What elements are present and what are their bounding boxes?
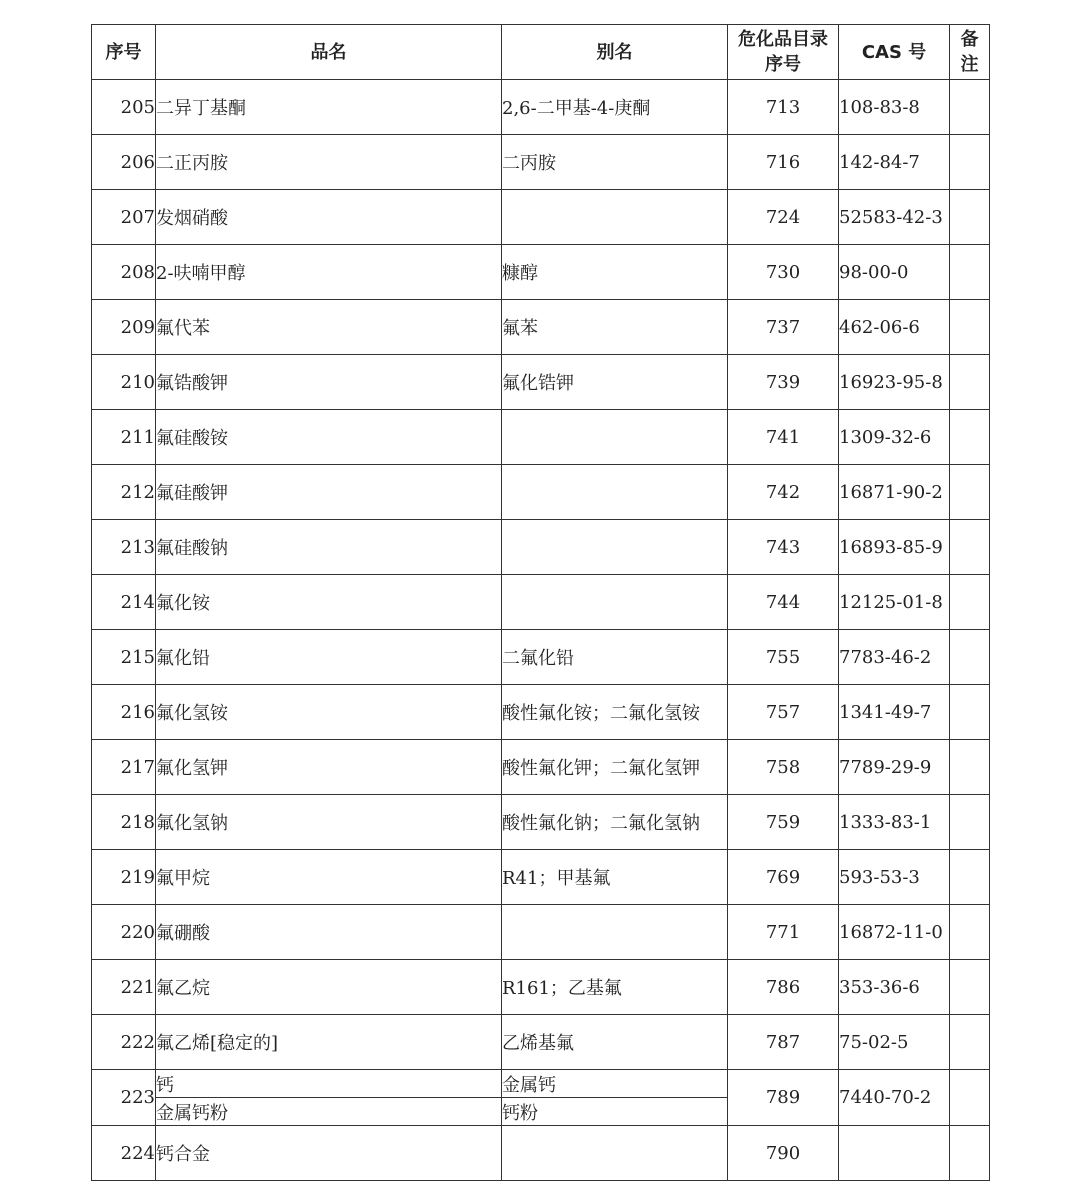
cell-name: 发烟硝酸 [156,190,502,245]
cell-cas: 16871-90-2 [839,465,950,520]
cell-cas: 12125-01-8 [839,575,950,630]
table-row [92,685,990,740]
cell-cas [839,1126,950,1181]
cell-name: 二正丙胺 [156,135,502,190]
cell-cas: 1341-49-7 [839,685,950,740]
cell-catalog: 730 [728,245,839,300]
cell-alias [502,520,728,575]
header-catalog-line2: 序号 [765,54,801,75]
table-row [92,850,990,905]
cell-name: 氟代苯 [156,300,502,355]
cell-catalog: 757 [728,685,839,740]
cell-name: 氟化氢钾 [156,740,502,795]
cell-seq: 211 [92,410,156,465]
cell-seq: 212 [92,465,156,520]
cell-alias: 糠醇 [502,245,728,300]
cell-cas: 1333-83-1 [839,795,950,850]
cell-note [950,190,990,245]
cell-seq: 223 [92,1070,156,1126]
header-cas: CAS 号 [839,25,950,80]
cell-cas: 7789-29-9 [839,740,950,795]
cell-catalog: 742 [728,465,839,520]
cell-alias: 酸性氟化铵；二氟化氢铵 [502,685,728,740]
cell-note [950,80,990,135]
cell-cas: 52583-42-3 [839,190,950,245]
cell-cas: 1309-32-6 [839,410,950,465]
cell-alias: 2,6-二甲基-4-庚酮 [502,80,728,135]
cell-note [950,1126,990,1181]
cell-note [950,410,990,465]
cell-seq: 214 [92,575,156,630]
cell-catalog: 713 [728,80,839,135]
table-row [92,355,990,410]
table-row [92,795,990,850]
cell-cas: 75-02-5 [839,1015,950,1070]
cell-note [950,850,990,905]
cell-note [950,245,990,300]
cell-seq: 210 [92,355,156,410]
table-row [92,1126,990,1181]
cell-alias: 氟化锆钾 [502,355,728,410]
cell-seq: 206 [92,135,156,190]
cell-cas: 7440-70-2 [839,1070,950,1126]
cell-alias: 钙粉 [502,1098,728,1126]
cell-catalog: 716 [728,135,839,190]
cell-seq: 216 [92,685,156,740]
cell-alias: 二丙胺 [502,135,728,190]
cell-alias [502,1126,728,1181]
header-note-line2: 注 [960,54,979,75]
cell-note [950,740,990,795]
header-seq: 序号 [92,25,156,80]
cell-alias [502,575,728,630]
table-row [92,520,990,575]
cell-name: 氟甲烷 [156,850,502,905]
cell-name: 氟硼酸 [156,905,502,960]
cell-name: 氟化氢铵 [156,685,502,740]
cell-name: 金属钙粉 [156,1098,502,1126]
cell-alias: 二氟化铅 [502,630,728,685]
cell-note [950,300,990,355]
cell-cas: 98-00-0 [839,245,950,300]
cell-note [950,1015,990,1070]
header-note-line1: 备 [960,29,979,50]
cell-catalog: 755 [728,630,839,685]
cell-seq: 222 [92,1015,156,1070]
cell-note [950,905,990,960]
cell-cas: 142-84-7 [839,135,950,190]
table-row [92,575,990,630]
table-row [92,905,990,960]
cell-note [950,960,990,1015]
table-row [92,135,990,190]
cell-alias: 金属钙 [502,1070,728,1098]
table-row-split-top [92,1070,990,1098]
cell-seq: 208 [92,245,156,300]
cell-note [950,520,990,575]
cell-alias: R161；乙基氟 [502,960,728,1015]
cell-catalog: 771 [728,905,839,960]
cell-alias [502,190,728,245]
cell-cas: 16923-95-8 [839,355,950,410]
table-row [92,630,990,685]
cell-seq: 218 [92,795,156,850]
header-catalog-line1: 危化品目录 [738,29,828,50]
cell-alias [502,410,728,465]
cell-seq: 207 [92,190,156,245]
chemical-table [91,24,990,1181]
cell-alias: R41；甲基氟 [502,850,728,905]
cell-catalog: 737 [728,300,839,355]
cell-name: 氟硅酸钠 [156,520,502,575]
cell-name: 氟化铵 [156,575,502,630]
cell-alias [502,905,728,960]
cell-name: 氟硅酸铵 [156,410,502,465]
table-row [92,960,990,1015]
cell-name: 氟化氢钠 [156,795,502,850]
cell-name: 氟乙烯[稳定的] [156,1015,502,1070]
cell-catalog: 739 [728,355,839,410]
cell-name: 氟化铅 [156,630,502,685]
cell-name: 氟乙烷 [156,960,502,1015]
cell-alias: 氟苯 [502,300,728,355]
cell-catalog: 759 [728,795,839,850]
cell-name: 2-呋喃甲醇 [156,245,502,300]
cell-catalog: 743 [728,520,839,575]
header-alias: 别名 [502,25,728,80]
table-row [92,80,990,135]
cell-seq: 217 [92,740,156,795]
cell-seq: 224 [92,1126,156,1181]
cell-catalog: 758 [728,740,839,795]
cell-seq: 221 [92,960,156,1015]
cell-alias: 酸性氟化钠；二氟化氢钠 [502,795,728,850]
header-row [92,25,990,80]
cell-seq: 219 [92,850,156,905]
cell-cas: 462-06-6 [839,300,950,355]
cell-alias [502,465,728,520]
cell-catalog: 724 [728,190,839,245]
cell-note [950,135,990,190]
cell-note [950,355,990,410]
cell-cas: 353-36-6 [839,960,950,1015]
cell-seq: 220 [92,905,156,960]
header-name: 品名 [156,25,502,80]
table-row [92,245,990,300]
header-catalog [728,25,839,80]
cell-note [950,685,990,740]
cell-name: 二异丁基酮 [156,80,502,135]
cell-catalog: 786 [728,960,839,1015]
cell-catalog: 789 [728,1070,839,1126]
cell-note [950,465,990,520]
table-row [92,1015,990,1070]
table-row [92,410,990,465]
cell-seq: 213 [92,520,156,575]
table-row [92,740,990,795]
cell-cas: 16893-85-9 [839,520,950,575]
cell-cas: 16872-11-0 [839,905,950,960]
header-note [950,25,990,80]
cell-name: 氟硅酸钾 [156,465,502,520]
cell-cas: 593-53-3 [839,850,950,905]
cell-catalog: 769 [728,850,839,905]
table-row [92,465,990,520]
cell-seq: 205 [92,80,156,135]
cell-cas: 7783-46-2 [839,630,950,685]
cell-note [950,1070,990,1126]
cell-note [950,575,990,630]
cell-alias: 酸性氟化钾；二氟化氢钾 [502,740,728,795]
table-row [92,300,990,355]
cell-name: 钙 [156,1070,502,1098]
cell-name: 钙合金 [156,1126,502,1181]
cell-alias: 乙烯基氟 [502,1015,728,1070]
cell-catalog: 790 [728,1126,839,1181]
cell-seq: 209 [92,300,156,355]
cell-seq: 215 [92,630,156,685]
cell-note [950,795,990,850]
cell-note [950,630,990,685]
cell-catalog: 741 [728,410,839,465]
cell-name: 氟锆酸钾 [156,355,502,410]
cell-catalog: 744 [728,575,839,630]
cell-catalog: 787 [728,1015,839,1070]
table-row [92,190,990,245]
cell-cas: 108-83-8 [839,80,950,135]
